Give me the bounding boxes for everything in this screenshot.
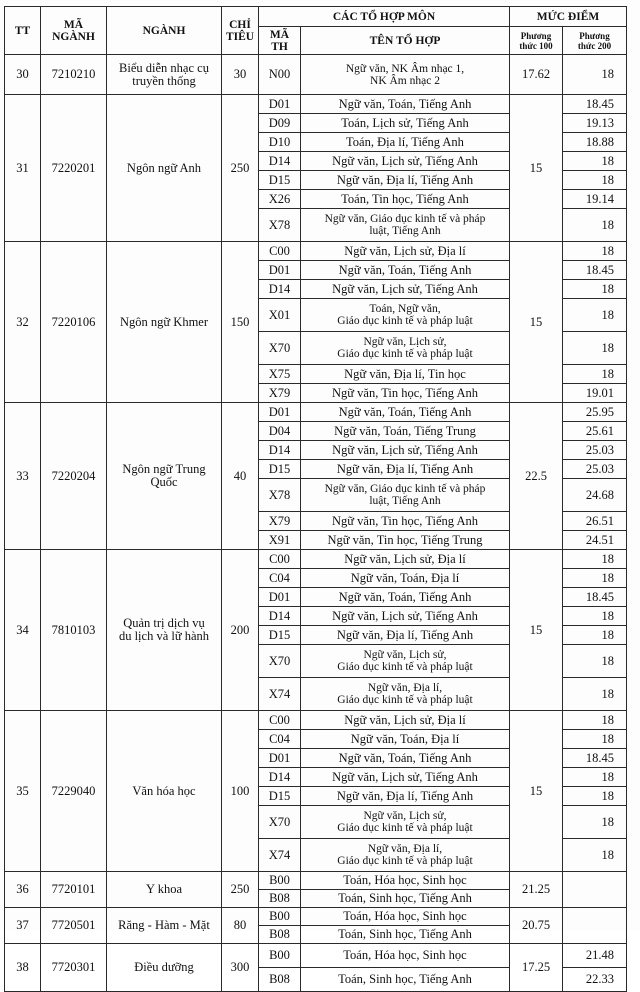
major-code: 7720101	[41, 872, 107, 908]
row-tt: 35	[5, 711, 41, 872]
major-name-line: Văn hóa học	[132, 783, 196, 798]
combo-name-line: Ngữ văn, Lịch sử,	[363, 810, 447, 822]
table-row	[5, 55, 627, 95]
combo-name-line: Ngữ văn, Lịch sử, Tiếng Anh	[332, 442, 478, 457]
score-pt200: 18.45	[563, 749, 627, 768]
table-body	[5, 55, 627, 992]
combo-name-line: Ngữ văn, Địa lí, Tiếng Anh	[336, 172, 474, 187]
score-pt200: 18	[563, 839, 627, 872]
score-pt200: 18	[563, 55, 627, 95]
combo-code: X78	[259, 479, 301, 512]
combo-name-line: Ngữ văn, Toán, Tiếng Anh	[338, 750, 472, 765]
score-pt100: 21.25	[510, 872, 563, 908]
header-chi-tieu	[222, 7, 259, 55]
score-pt100: 22.5	[510, 403, 563, 550]
score-pt200: 18	[563, 787, 627, 806]
header-pt200-line2: thức 200	[577, 40, 612, 51]
major-name	[107, 95, 222, 242]
combo-name-line: Ngữ văn, Lịch sử,	[363, 649, 447, 661]
combo-name-line: Giáo dục kinh tế và pháp luật	[337, 348, 473, 360]
major-quota: 200	[222, 550, 259, 711]
major-name-line: Ngôn ngữ Anh	[126, 160, 202, 175]
score-pt200: 18	[563, 550, 627, 569]
combo-name	[301, 299, 510, 332]
major-quota: 100	[222, 711, 259, 872]
header-ma-th-line2: TH	[271, 40, 288, 53]
combo-code: D15	[259, 787, 301, 806]
header-pt100-line1: Phương	[520, 30, 552, 41]
combo-code: B08	[259, 926, 301, 944]
header-ma-nganh-line2: NGÀNH	[52, 30, 95, 43]
table-row	[5, 403, 627, 422]
combo-name	[301, 422, 510, 441]
score-pt200: 25.03	[563, 441, 627, 460]
header-pt200-line1: Phương	[579, 30, 610, 41]
major-name	[107, 550, 222, 711]
combo-name-line: Ngữ văn, Toán, Tiếng Trung	[334, 423, 476, 438]
combo-name-line: Ngữ văn, Toán, Tiếng Anh	[338, 262, 472, 277]
combo-name	[301, 607, 510, 626]
combo-name	[301, 512, 510, 531]
major-name	[107, 242, 222, 403]
score-pt200: 19.14	[563, 190, 627, 209]
major-quota: 150	[222, 242, 259, 403]
score-pt200: 22.33	[563, 968, 627, 992]
combo-code: D01	[259, 95, 301, 114]
major-name-line: Biểu diễn nhạc cụ	[119, 60, 209, 75]
combo-code: D01	[259, 749, 301, 768]
score-pt200: 18.45	[563, 95, 627, 114]
score-pt200: 18	[563, 711, 627, 730]
combo-code: X78	[259, 209, 301, 242]
score-pt100: 15	[510, 711, 563, 872]
combo-name-line: Ngữ văn, Địa lí, Tin học	[344, 366, 466, 381]
row-tt: 36	[5, 872, 41, 908]
combo-code: D15	[259, 460, 301, 479]
combo-name	[301, 460, 510, 479]
score-pt200: 25.95	[563, 403, 627, 422]
combo-code: C00	[259, 242, 301, 261]
combo-code: D10	[259, 133, 301, 152]
combo-code: X70	[259, 332, 301, 365]
combo-name-line: Toán, Hóa học, Sinh học	[343, 948, 467, 962]
combo-code: D14	[259, 441, 301, 460]
combo-name	[301, 839, 510, 872]
combo-name	[301, 968, 510, 992]
major-code: 7720301	[41, 944, 107, 992]
major-name-line: Răng - Hàm - Mặt	[118, 918, 210, 932]
combo-name-line: Giáo dục kinh tế và pháp luật	[337, 315, 473, 327]
major-quota: 300	[222, 944, 259, 992]
combo-name	[301, 133, 510, 152]
score-pt100: 15	[510, 550, 563, 711]
combo-code: D01	[259, 403, 301, 422]
combo-name-line: Ngữ văn, Tin học, Tiếng Anh	[331, 385, 479, 400]
combo-name-line: Ngữ văn, Tin học, Tiếng Trung	[327, 532, 483, 547]
major-code: 7229040	[41, 711, 107, 872]
table-row	[5, 711, 627, 730]
header-ma-nganh	[41, 7, 107, 55]
major-name-line: Điều dưỡng	[134, 960, 194, 974]
combo-name	[301, 171, 510, 190]
score-pt200: 18.45	[563, 261, 627, 280]
major-quota: 40	[222, 403, 259, 550]
row-tt: 37	[5, 908, 41, 944]
combo-code: X91	[259, 531, 301, 550]
table-row	[5, 908, 627, 926]
score-pt200: 18	[563, 242, 627, 261]
combo-code: B08	[259, 890, 301, 908]
combo-name	[301, 479, 510, 512]
score-pt200: 24.68	[563, 479, 627, 512]
combo-name-line: Ngữ văn, Toán, Địa lí	[350, 731, 460, 746]
combo-name	[301, 441, 510, 460]
combo-name	[301, 365, 510, 384]
combo-name-line: Toán, Ngữ văn,	[369, 303, 441, 315]
score-pt200: 18.45	[563, 588, 627, 607]
header-chi-tieu-line2: TIÊU	[225, 30, 255, 43]
major-name	[107, 711, 222, 872]
row-tt: 32	[5, 242, 41, 403]
combo-name	[301, 944, 510, 968]
combo-code: D14	[259, 152, 301, 171]
major-name	[107, 403, 222, 550]
combo-code: C04	[259, 569, 301, 588]
combo-name-line: Giáo dục kinh tế và pháp luật	[337, 661, 473, 673]
score-pt200: 18	[563, 171, 627, 190]
combo-code: X01	[259, 299, 301, 332]
major-name-line: Ngôn ngữ Khmer	[119, 314, 208, 329]
major-quota: 80	[222, 908, 259, 944]
score-pt200: 24.51	[563, 531, 627, 550]
header-pt100-line2: thức 100	[519, 40, 553, 51]
combo-name-line: Toán, Hóa học, Sinh học	[343, 909, 467, 923]
combo-code: D15	[259, 171, 301, 190]
table-row	[5, 872, 627, 890]
score-pt200: 18	[563, 678, 627, 711]
major-name-line: Quốc	[150, 475, 178, 489]
combo-name-line: Toán, Địa lí, Tiếng Anh	[346, 134, 464, 149]
major-code: 7220106	[41, 242, 107, 403]
header-chi-tieu-line1: CHỈ	[229, 18, 251, 31]
score-pt200: 18	[563, 152, 627, 171]
combo-code: D04	[259, 422, 301, 441]
combo-name	[301, 114, 510, 133]
score-pt100: 17.62	[510, 55, 563, 95]
major-code: 7210210	[41, 55, 107, 95]
combo-name-line: Giáo dục kinh tế và pháp luật	[337, 822, 473, 834]
combo-name	[301, 95, 510, 114]
combo-name-line: Ngữ văn, Địa lí, Tiếng Anh	[336, 788, 474, 803]
combo-code: X26	[259, 190, 301, 209]
score-pt200: 18	[563, 209, 627, 242]
header-muc-diem: MỨC ĐIỂM	[510, 7, 627, 27]
row-tt: 30	[5, 55, 41, 95]
combo-name-line: Ngữ văn, Lịch sử, Tiếng Anh	[332, 153, 478, 168]
score-pt200: 18	[563, 768, 627, 787]
combo-name	[301, 190, 510, 209]
combo-name-line: Ngữ văn, Lịch sử, Tiếng Anh	[332, 769, 478, 784]
major-name	[107, 872, 222, 908]
score-pt200: 18	[563, 280, 627, 299]
table-row	[5, 242, 627, 261]
score-pt200	[563, 908, 627, 944]
combo-name-line: Toán, Sinh học, Tiếng Anh	[338, 927, 472, 941]
combo-code: C00	[259, 711, 301, 730]
combo-code: X74	[259, 678, 301, 711]
combo-code: D14	[259, 607, 301, 626]
combo-name-line: Toán, Tin học, Tiếng Anh	[341, 191, 469, 206]
combo-name	[301, 645, 510, 678]
score-pt100: 15	[510, 95, 563, 242]
score-pt200: 19.13	[563, 114, 627, 133]
combo-name	[301, 261, 510, 280]
combo-code: X75	[259, 365, 301, 384]
combo-code: X74	[259, 839, 301, 872]
major-name	[107, 55, 222, 95]
row-tt: 31	[5, 95, 41, 242]
combo-name-line: Ngữ văn, Lịch sử, Địa lí	[344, 712, 466, 727]
combo-code: D01	[259, 588, 301, 607]
combo-name-line: luật, Tiếng Anh	[369, 495, 441, 507]
major-name-line: du lịch và lữ hành	[118, 629, 210, 643]
combo-name	[301, 711, 510, 730]
major-name-line: Quản trị dịch vụ	[123, 616, 205, 630]
major-quota: 30	[222, 55, 259, 95]
major-quota: 250	[222, 95, 259, 242]
combo-name	[301, 550, 510, 569]
combo-code: D14	[259, 280, 301, 299]
combo-name	[301, 626, 510, 645]
combo-name-line: Ngữ văn, Lịch sử, Tiếng Anh	[332, 281, 478, 296]
combo-name-line: Toán, Hóa học, Sinh học	[343, 873, 467, 887]
row-tt: 34	[5, 550, 41, 711]
major-code: 7720501	[41, 908, 107, 944]
combo-code: N00	[259, 55, 301, 95]
score-pt100: 17.25	[510, 944, 563, 992]
table-row	[5, 944, 627, 968]
header-tt: TT	[5, 7, 41, 55]
combo-name-line: Ngữ văn, Giáo dục kinh tế và pháp	[324, 213, 486, 225]
table-row	[5, 95, 627, 114]
combo-code: D15	[259, 626, 301, 645]
score-pt200: 18	[563, 332, 627, 365]
combo-name	[301, 332, 510, 365]
combo-name-line: Ngữ văn, Địa lí, Tiếng Anh	[336, 461, 474, 476]
combo-name-line: Toán, Sinh học, Tiếng Anh	[338, 891, 472, 905]
header-pt100	[510, 27, 563, 55]
combo-code: D14	[259, 768, 301, 787]
header-ma-nganh-line1: MÃ	[63, 18, 84, 31]
header-nganh: NGÀNH	[107, 7, 222, 55]
combo-name	[301, 209, 510, 242]
combo-name-line: Ngữ văn, Giáo dục kinh tế và pháp	[324, 483, 486, 495]
score-pt200: 18	[563, 365, 627, 384]
row-tt: 33	[5, 403, 41, 550]
score-pt200: 21.48	[563, 944, 627, 968]
score-pt200: 18	[563, 569, 627, 588]
combo-name	[301, 242, 510, 261]
score-pt200: 25.03	[563, 460, 627, 479]
score-pt200: 26.51	[563, 512, 627, 531]
score-pt200: 18.88	[563, 133, 627, 152]
combo-name-line: Toán, Sinh học, Tiếng Anh	[338, 972, 472, 986]
combo-name-line: Ngữ văn, Lịch sử, Tiếng Anh	[332, 608, 478, 623]
combo-name-line: Ngữ văn, Địa lí,	[367, 682, 443, 694]
table-row	[5, 550, 627, 569]
combo-code: D01	[259, 261, 301, 280]
combo-name-line: Ngữ văn, Toán, Địa lí	[350, 570, 460, 585]
score-pt200: 18	[563, 645, 627, 678]
table-header	[5, 7, 627, 55]
combo-name-line: Ngữ văn, Tin học, Tiếng Anh	[331, 513, 479, 528]
combo-name-line: Giáo dục kinh tế và pháp luật	[337, 855, 473, 867]
major-code: 7220204	[41, 403, 107, 550]
major-quota: 250	[222, 872, 259, 908]
score-pt200: 18	[563, 806, 627, 839]
admission-score-table	[4, 6, 627, 992]
combo-name	[301, 787, 510, 806]
combo-name	[301, 55, 510, 95]
combo-name	[301, 768, 510, 787]
combo-name	[301, 806, 510, 839]
score-pt200: 19.01	[563, 384, 627, 403]
combo-code: X79	[259, 384, 301, 403]
combo-name	[301, 384, 510, 403]
score-pt200: 18	[563, 626, 627, 645]
major-name-line: Y khoa	[146, 882, 182, 896]
row-tt: 38	[5, 944, 41, 992]
combo-name	[301, 280, 510, 299]
combo-code: X70	[259, 806, 301, 839]
combo-name	[301, 678, 510, 711]
combo-name-line: Ngữ văn, Lịch sử,	[363, 336, 447, 348]
combo-name-line: Giáo dục kinh tế và pháp luật	[337, 694, 473, 706]
major-name	[107, 908, 222, 944]
combo-name-line: Ngữ văn, NK Âm nhạc 1,	[345, 62, 465, 75]
combo-name-line: Ngữ văn, Lịch sử, Địa lí	[344, 243, 466, 258]
combo-name-line: Ngữ văn, Toán, Tiếng Anh	[338, 96, 472, 111]
combo-name	[301, 890, 510, 908]
combo-name-line: Ngữ văn, Địa lí, Tiếng Anh	[336, 627, 474, 642]
combo-code: C00	[259, 550, 301, 569]
header-ma-th	[259, 27, 301, 55]
combo-name-line: Ngữ văn, Địa lí,	[367, 843, 443, 855]
major-name-line: truyền thống	[132, 73, 196, 88]
combo-code: X70	[259, 645, 301, 678]
combo-code: B00	[259, 872, 301, 890]
combo-name-line: Ngữ văn, Toán, Tiếng Anh	[338, 404, 472, 419]
score-pt200: 18	[563, 299, 627, 332]
score-pt100: 15	[510, 242, 563, 403]
combo-name	[301, 588, 510, 607]
header-cac-to-hop: CÁC TỔ HỢP MÔN	[259, 7, 510, 27]
combo-name-line: NK Âm nhạc 2	[370, 74, 440, 87]
score-pt200: 18	[563, 607, 627, 626]
score-pt200	[563, 872, 627, 908]
combo-name	[301, 749, 510, 768]
major-name-line: Ngôn ngữ Trung	[122, 462, 206, 476]
combo-name	[301, 730, 510, 749]
major-name	[107, 944, 222, 992]
combo-name-line: Toán, Lịch sử, Tiếng Anh	[341, 115, 469, 130]
combo-code: B00	[259, 944, 301, 968]
header-ma-th-line1: MÃ	[269, 28, 290, 41]
combo-code: D09	[259, 114, 301, 133]
header-pt200	[563, 27, 627, 55]
score-pt200: 18	[563, 730, 627, 749]
combo-name-line: Ngữ văn, Toán, Tiếng Anh	[338, 589, 472, 604]
combo-code: X79	[259, 512, 301, 531]
combo-code: B00	[259, 908, 301, 926]
combo-name	[301, 152, 510, 171]
score-pt200: 25.61	[563, 422, 627, 441]
combo-code: C04	[259, 730, 301, 749]
major-code: 7220201	[41, 95, 107, 242]
combo-code: B08	[259, 968, 301, 992]
score-pt100: 20.75	[510, 908, 563, 944]
combo-name	[301, 872, 510, 890]
combo-name-line: luật, Tiếng Anh	[369, 225, 441, 237]
combo-name	[301, 531, 510, 550]
header-ten-to-hop: TÊN TỔ HỢP	[301, 27, 510, 55]
combo-name	[301, 403, 510, 422]
combo-name	[301, 926, 510, 944]
combo-name	[301, 569, 510, 588]
combo-name	[301, 908, 510, 926]
combo-name-line: Ngữ văn, Lịch sử, Địa lí	[344, 551, 466, 566]
major-code: 7810103	[41, 550, 107, 711]
